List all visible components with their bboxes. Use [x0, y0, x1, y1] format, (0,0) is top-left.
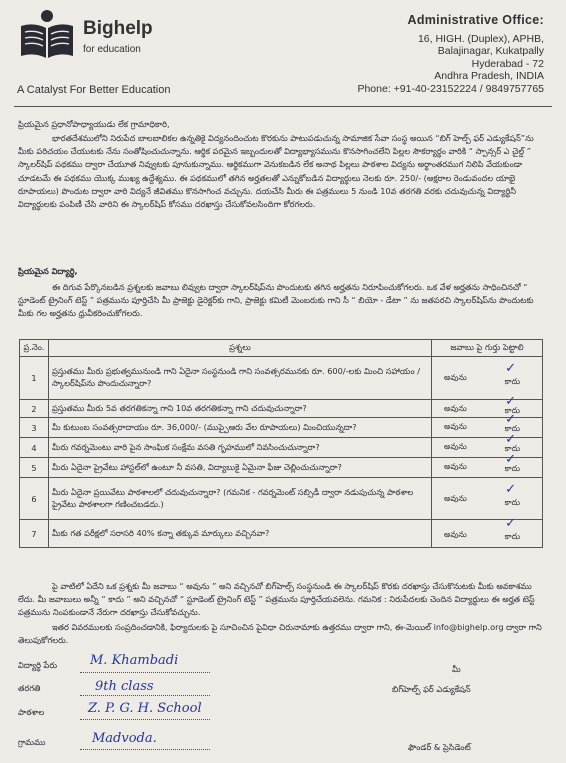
- village-label: గ్రామము: [18, 737, 46, 747]
- office-line: Hyderabad - 72: [471, 57, 544, 70]
- table-row: [20, 438, 543, 458]
- catalyst-tagline: A Catalyst For Better Education: [17, 84, 171, 96]
- no-option[interactable]: కాదు: [504, 464, 520, 473]
- answer-cell[interactable]: [432, 357, 543, 400]
- tick-mark-icon: ✓: [505, 482, 516, 497]
- table-row: [20, 478, 543, 520]
- school-label: పాఠశాల: [18, 707, 45, 717]
- answer-cell[interactable]: [432, 452, 543, 478]
- no-option[interactable]: కాదు: [504, 498, 520, 507]
- school-value: Z. P. G. H. School: [88, 701, 202, 716]
- village-value: Madvoda.: [92, 731, 157, 746]
- school-line[interactable]: [80, 719, 210, 720]
- question-text: మీరు గవర్నమెంటు వారి పైన సాంఘిక సంక్షేమ వసతి గృహములో నివసించుచున్నారా?: [49, 438, 432, 458]
- bighelp-logo: [17, 8, 167, 63]
- table-row: [20, 458, 543, 478]
- office-line: Andhra Pradesh, INDIA: [434, 70, 544, 82]
- yes-option[interactable]: అవును: [444, 494, 467, 503]
- eligibility-note: పై వాటిలో ఏదేని ఒక ప్రశ్నకు మీ జవాబు “ అవును ” అని వచ్చినచో బిగ్‌హెల్ప్ సంస్థనుండి ఈ స్కాలర్‌షిప్ కొరకు దరఖాస్తు చేసుకొనుటకు మీకు అవకాశము లేదు. మీ జవాబులు అన్నీ “ కాదు ” అని వచ్చినచో “ స్టూడెంట్ ట్రైనింగ్ టెస్ట్ ” పత్రమును పూర్తిచేయవలెను. గమనిక : నిరుపేదలకు చెందిన విద్యార్థులు ఈ అర్హత టెస్ట్ పత్రమును నింపకుండానే నేరుగా దరఖాస్తు చేసుకోవచ్చును.: [18, 581, 535, 618]
- signatory-role: ఫౌండర్ & ప్రెసిడెంట్: [408, 742, 471, 752]
- question-text: మీకు గత పరీక్షలో సరాసరి 40% కన్నా తక్కువ మార్కులు వచ్చినవా?: [49, 520, 432, 548]
- question-text: ప్రస్తుతము మీరు 5వ తరగతికన్నా గాని 10వ తరగతికన్నా గాని చదువుచున్నారా?: [49, 400, 432, 418]
- village-line[interactable]: [80, 749, 210, 750]
- salutation: ప్రియమైన ప్రధానోపాధ్యాయుడు లేక గ్రామాధికారి,: [18, 119, 170, 129]
- instructions-paragraph: ఈ దిగువ పేర్కొనబడిన ప్రశ్నలకు జవాబు లివ్వుట ద్వారా స్కాలర్‌షిప్‌ను పొందుటకు తగిన అర్హతను నిరూపించుకోగలరు. ఒక వేళ అర్హతను సాధించినచో “ స్టూడెంట్ ట్రైనింగ్ టెస్ట్ ” పత్రమును పూర్తిచేసి మీ ప్రాజెక్టు డైరెక్టర్‌కు గాని, ప్రాజెక్టు కమిటీ మెంబరుకు గాని సీ “ బియో - డేటా ” ను జతపరచి స్కాలర్‌షిప్‌ను పొందుటకు మీకు గల అర్హతను ధ్రువీకరించుకోగలరు.: [18, 282, 534, 319]
- class-value: 9th class: [95, 679, 154, 694]
- office-title: Administrative Office:: [407, 13, 544, 27]
- yes-option[interactable]: అవును: [444, 404, 467, 413]
- class-line[interactable]: [80, 695, 210, 696]
- student-name-value: M. Khambadi: [90, 653, 179, 668]
- col-answer-header: జవాబు పై గుర్తు పెట్టాలి: [432, 340, 543, 357]
- question-number: 3: [20, 418, 49, 438]
- question-number: 1: [20, 357, 49, 400]
- col-number-header: ప్ర.నెం.: [20, 340, 49, 357]
- contact-paragraph: ఇతర వివరములకు సంప్రదించడానికి, ఫిర్యాదులకు పై సూచించిన పైవిధా చిరునామాకు ఉత్తరము ద్వారా గాని, ఈ-మెయిల్ info@bighelp.org ద్వారా గాని తెలుపుకోగలరు.: [18, 622, 542, 646]
- book-figure-icon: [17, 8, 77, 63]
- answer-cell[interactable]: [432, 478, 543, 520]
- tick-mark-icon: ✓: [505, 394, 516, 409]
- tick-mark-icon: ✓: [505, 452, 516, 467]
- office-line: Balajinagar, Kukatpally: [437, 45, 544, 57]
- col-question-header: ప్రశ్నలు: [49, 340, 432, 357]
- tick-mark-icon: ✓: [505, 412, 516, 427]
- question-number: 2: [20, 400, 49, 418]
- office-phone: Phone: +91-40-23152224 / 9849757765: [357, 82, 544, 95]
- eligibility-table: [19, 339, 543, 548]
- header-divider: [14, 106, 552, 107]
- yes-option[interactable]: అవును: [444, 530, 467, 539]
- closing-yours: మీ: [452, 664, 461, 674]
- brand-name: Bighelp: [83, 18, 153, 39]
- yes-option[interactable]: అవును: [444, 442, 467, 451]
- no-option[interactable]: కాదు: [504, 532, 520, 541]
- table-row: [20, 520, 543, 548]
- question-text: మీరు ఏదైనా ప్రయివేటు పాఠశాలలో చదువుచున్నారా? (గమనిక - గవర్నమెంట్ సబ్సిడీ ద్వారా నడుపుచున్న పాఠశాల ప్రైవేటు పాఠశాలగా గణించబడదు.): [49, 478, 432, 520]
- table-row: [20, 357, 543, 400]
- no-option[interactable]: కాదు: [504, 444, 520, 453]
- student-salutation: ప్రియమైన విద్యార్థి,: [18, 266, 78, 276]
- question-number: 4: [20, 438, 49, 458]
- no-option[interactable]: కాదు: [504, 377, 520, 386]
- answer-cell[interactable]: [432, 412, 543, 438]
- brand-tagline: for education: [83, 44, 141, 55]
- tick-mark-icon: ✓: [505, 361, 516, 376]
- yes-option[interactable]: అవును: [444, 373, 467, 382]
- question-number: 6: [20, 478, 49, 520]
- office-line: 16, HIGH. (Duplex), APHB,: [417, 32, 544, 45]
- yes-option[interactable]: అవును: [444, 462, 467, 471]
- no-option[interactable]: కాదు: [504, 424, 520, 433]
- question-text: మీరు ఏదైనా ప్రైవేటు హాస్టల్‌లో ఉంటూ నీ వసతి, విద్యాబుకై ఏమైనా ఫీజు చెల్లించుచున్నారా?: [49, 458, 432, 478]
- question-number: 7: [20, 520, 49, 548]
- class-label: తరగతి: [18, 683, 41, 693]
- intro-paragraph: భారతదేశములోని నిరుపేద బాలబాలికల ఉన్నతికై విద్యనందించుట కొరకును పాటుపడుచున్న సామాజిక సేవా సంస్థ అయిన “బిగ్ హెల్ప్ ఫర్ ఎడ్యుకేషన్”ను మీకు పరిచయం చేయుటకు నేను సంతోషించుచున్నాను. ఆర్థిక పరమైన ఇబ్బందులతో విద్యాభ్యాసమును కొనసాగించలేని పిల్లల సౌకర్యార్థం వారికి “ స్పాన్సర్ ఎ చైల్డ్ ” స్కాలర్‌షిప్ పథకము ద్వారా చేయూత నివ్వుటకు పూనుకున్నాము. ఆర్థికముగా వెనుకబడిన లేక అనాథ పిల్లలు పాఠశాల విద్యను అర్థాంతరముగ నిలిపి వేయకుండా చూడటమే ఈ పథకము యొక్క ముఖ్య ఉద్దేశ్యము. ఈ పథకములో తగిన అర్హతలతో ఎన్నుకోబడిన విద్యార్థులు నెలకు రూ. 250/- (అక్షరాల రెండువందల యాభై రూపాయలు) పొందుట ద్వారా వారి విద్యనే జీవితము కొనసాగించ వచ్చును. దయచేసి మీరు ఈ పత్రములు 5 నుండి 10వ తరగతి వరకు చదువుచున్న విద్యార్థినీ విద్యార్థులకు పంపిణీ చేసి వారిని ఈ స్కాలర్‌షిప్ కోసము దరఖాస్తు చేసుకోవలసిందిగా కోరగలరు.: [18, 133, 534, 210]
- student-name-line[interactable]: [80, 672, 210, 673]
- question-text: మీ కుటుంబ సంవత్సరాదాయం రూ. 36,000/- (ముప్పైఆరు వేల రూపాయలు) మించియున్నదా?: [49, 418, 432, 438]
- no-option[interactable]: కాదు: [504, 406, 520, 415]
- organisation-name: బిగ్‌హెల్ప్ ఫర్ ఎడ్యుకేషన్: [392, 684, 471, 694]
- table-row: [20, 400, 543, 418]
- question-text: ప్రస్తుతము మీరు ప్రభుత్వమునుండి గాని ఏదైనా సంస్థనుండి గాని సంవత్సరమునకు రూ. 600/-లకు మించి సహాయం / స్కాలర్‌షిప్‌ను పొందుచున్నారా?: [49, 357, 432, 400]
- office-address: [357, 14, 544, 95]
- answer-cell[interactable]: [432, 394, 543, 418]
- yes-option[interactable]: అవును: [444, 422, 467, 431]
- table-row: [20, 418, 543, 438]
- question-number: 5: [20, 458, 49, 478]
- tick-mark-icon: ✓: [505, 516, 516, 531]
- answer-cell[interactable]: [432, 516, 543, 548]
- table-header-row: [20, 340, 543, 357]
- answer-cell[interactable]: [432, 432, 543, 458]
- tick-mark-icon: ✓: [505, 432, 516, 447]
- student-name-label: విద్యార్థి పేరు: [18, 660, 58, 670]
